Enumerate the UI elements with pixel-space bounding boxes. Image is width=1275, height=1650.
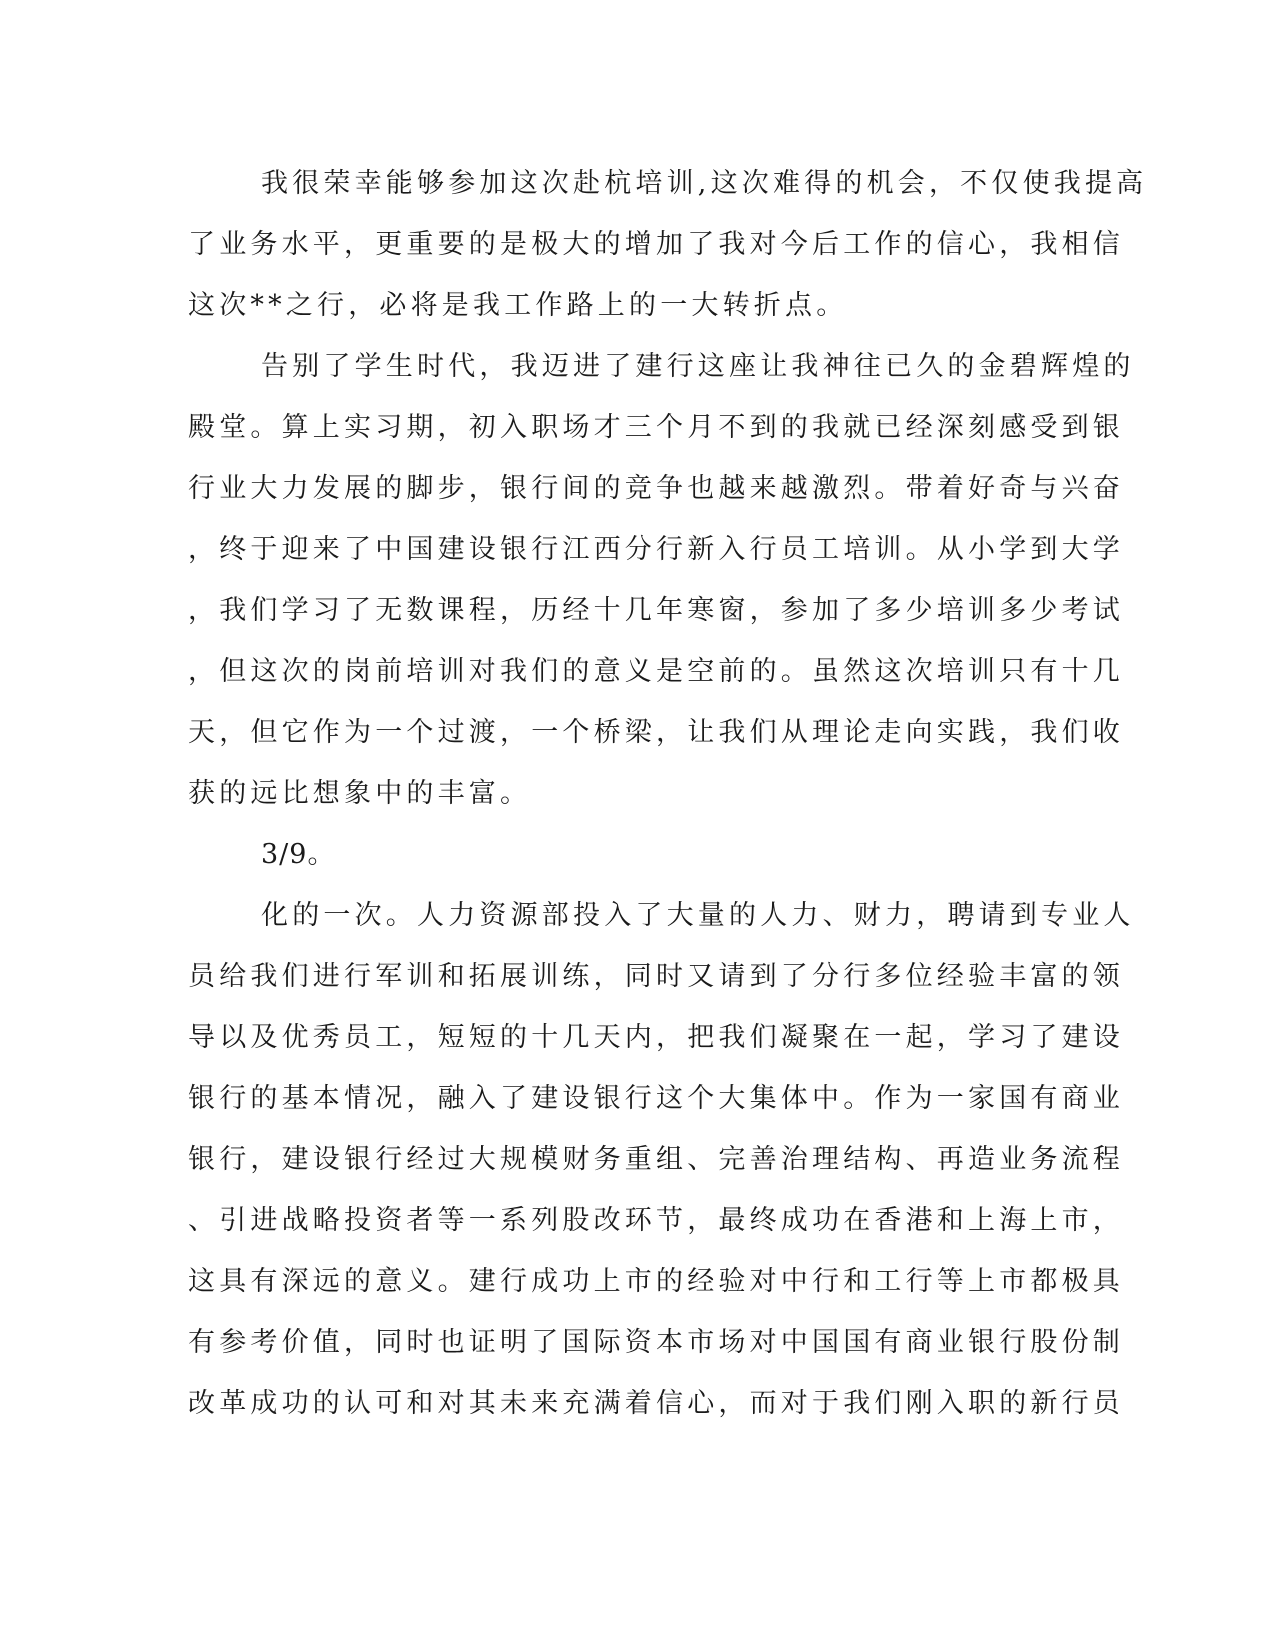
text-line: ，我们学习了无数课程，历经十几年寒窗，参加了多少培训多少考试: [188, 595, 1124, 626]
text-line: 我很荣幸能够参加这次赴杭培训,这次难得的机会，不仅使我提高: [261, 168, 1148, 199]
paragraph: [188, 896, 1135, 1424]
text-line: 这具有深远的意义。建行成功上市的经验对中行和工行等上市都极具: [188, 1266, 1124, 1297]
paragraph: [188, 164, 1148, 326]
text-line: 员给我们进行军训和拓展训练，同时又请到了分行多位经验丰富的领: [188, 961, 1124, 992]
text-line: 告别了学生时代，我迈进了建行这座让我神往已久的金碧辉煌的: [261, 351, 1135, 382]
text-line: 获的远比想象中的丰富。: [188, 778, 532, 809]
text-line: 天，但它作为一个过渡，一个桥梁，让我们从理论走向实践，我们收: [188, 717, 1124, 748]
page-number-paragraph: [188, 835, 1088, 875]
page-number: 3/9。: [261, 839, 336, 870]
text-line: 银行，建设银行经过大规模财务重组、完善治理结构、再造业务流程: [188, 1144, 1124, 1175]
text-line: 改革成功的认可和对其未来充满着信心，而对于我们刚入职的新行员: [188, 1388, 1124, 1419]
text-line: 银行的基本情况，融入了建设银行这个大集体中。作为一家国有商业: [188, 1083, 1124, 1114]
text-line: 有参考价值，同时也证明了国际资本市场对中国国有商业银行股份制: [188, 1327, 1124, 1358]
text-line: 行业大力发展的脚步，银行间的竞争也越来越激烈。带着好奇与兴奋: [188, 473, 1124, 504]
text-line: ，但这次的岗前培训对我们的意义是空前的。虽然这次培训只有十几: [188, 656, 1124, 687]
text-line: 、引进战略投资者等一系列股改环节，最终成功在香港和上海上市，: [188, 1205, 1124, 1236]
text-line: ，终于迎来了中国建设银行江西分行新入行员工培训。从小学到大学: [188, 534, 1124, 565]
text-line: 了业务水平，更重要的是极大的增加了我对今后工作的信心，我相信: [188, 229, 1124, 260]
text-line: 殿堂。算上实习期，初入职场才三个月不到的我就已经深刻感受到银: [188, 412, 1124, 443]
paragraph: [188, 347, 1135, 814]
document-body: [188, 164, 1148, 1445]
text-line: 化的一次。人力资源部投入了大量的人力、财力，聘请到专业人: [261, 900, 1135, 931]
text-line: 这次**之行，必将是我工作路上的一大转折点。: [188, 290, 848, 321]
text-line: 导以及优秀员工，短短的十几天内，把我们凝聚在一起，学习了建设: [188, 1022, 1124, 1053]
